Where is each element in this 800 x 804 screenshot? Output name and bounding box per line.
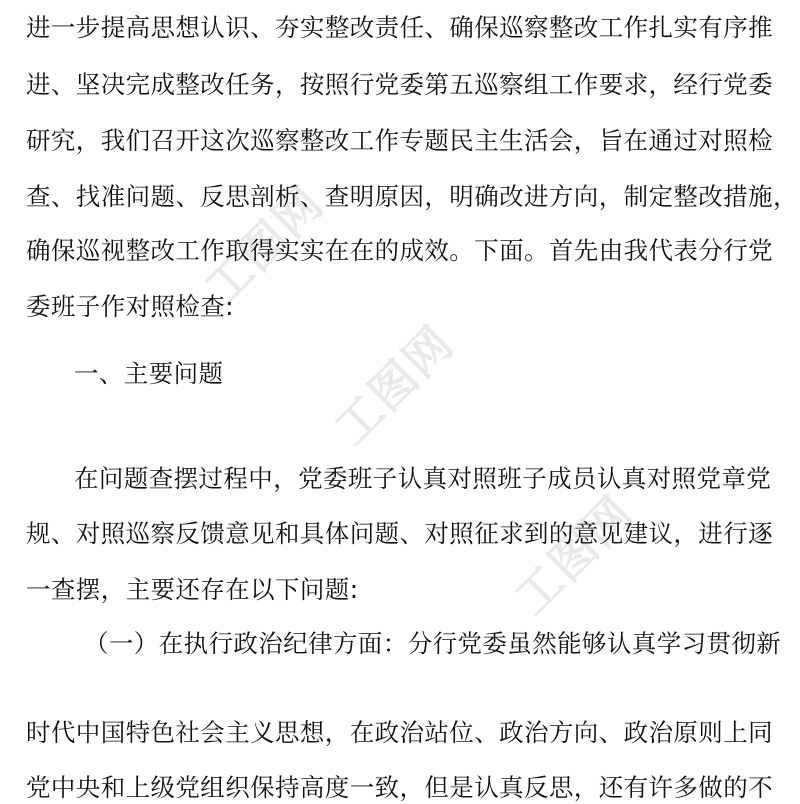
paragraph-line: 研究，我们召开这次巡察整改工作专题民主生活会，旨在通过对照检	[26, 126, 773, 155]
subsection-line: （一）在执行政治纪律方面：分行党委虽然能够认真学习贯彻新	[84, 629, 782, 658]
paragraph-line: 委班子作对照检查:	[26, 292, 234, 321]
paragraph-line: 进、坚决完成整改任务，按照行党委第五巡察组工作要求，经行党委	[26, 70, 773, 99]
paragraph-line: 查、找准问题、反思剖析、查明原因，明确改进方向，制定整改措施，	[26, 182, 798, 211]
paragraph-line: 一查摆，主要还存在以下问题:	[26, 575, 359, 604]
paragraph-line: 在问题查摆过程中，党委班子认真对照班子成员认真对照党章党	[74, 464, 772, 493]
paragraph-line: 时代中国特色社会主义思想，在政治站位、政治方向、政治原则上同	[26, 718, 773, 747]
paragraph-line: 进一步提高思想认识、夯实整改责任、确保巡察整改工作扎实有序推	[26, 13, 773, 42]
paragraph-line: 确保巡视整改工作取得实实在在的成效。下面。首先由我代表分行党	[26, 236, 773, 265]
watermark: 工图网	[194, 175, 335, 316]
watermark: 工图网	[324, 315, 465, 456]
watermark: 工图网	[504, 485, 645, 626]
section-heading: 一、主要问题	[74, 359, 224, 388]
paragraph-line: 党中央和上级党组织保持高度一致，但是认真反思，还有许多做的不	[26, 773, 773, 802]
paragraph-line: 规、对照巡察反馈意见和具体问题、对照征求到的意见建议，进行逐	[26, 519, 773, 548]
